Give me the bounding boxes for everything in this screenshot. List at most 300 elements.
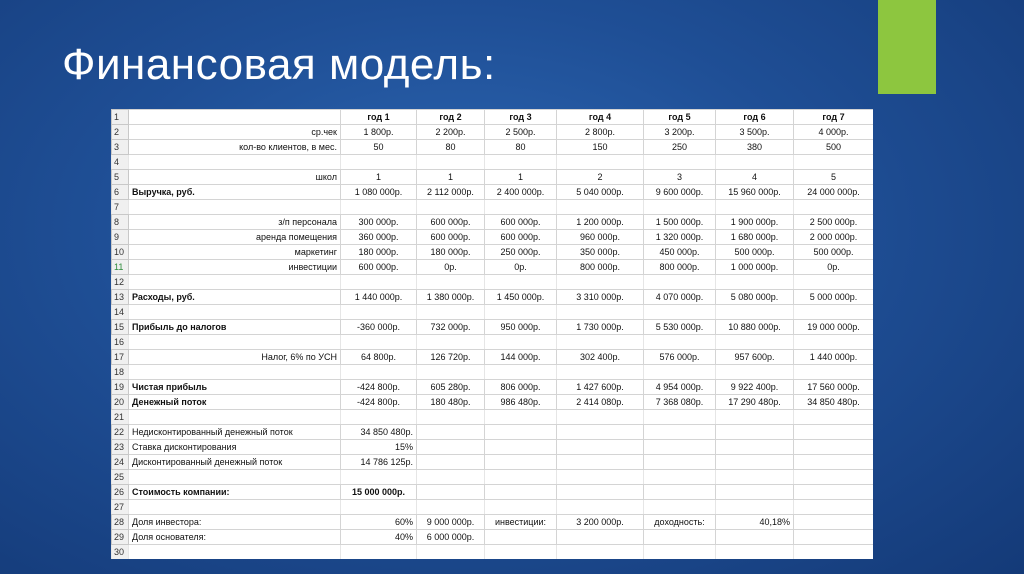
value-cell[interactable]: 300 000р.	[341, 215, 417, 230]
value-cell[interactable]: 4 954 000р.	[644, 380, 716, 395]
row-number[interactable]: 14	[112, 305, 129, 320]
value-cell[interactable]	[557, 545, 644, 560]
value-cell[interactable]: 5 000 000р.	[794, 290, 874, 305]
value-cell[interactable]: 1 680 000р.	[716, 230, 794, 245]
table-row	[112, 530, 874, 545]
value-cell[interactable]: 0р.	[485, 260, 557, 275]
value-cell[interactable]	[485, 200, 557, 215]
value-cell[interactable]: 957 600р.	[716, 350, 794, 365]
value-cell[interactable]: 64 800р.	[341, 350, 417, 365]
value-cell[interactable]	[341, 200, 417, 215]
table-row	[112, 455, 874, 470]
value-cell[interactable]: 350 000р.	[557, 245, 644, 260]
value-cell[interactable]	[485, 410, 557, 425]
value-cell[interactable]: 15 000 000р.	[341, 485, 417, 500]
table-row	[112, 470, 874, 485]
value-cell[interactable]	[485, 485, 557, 500]
value-cell[interactable]	[644, 545, 716, 560]
row-label[interactable]: маркетинг	[129, 245, 341, 260]
value-cell[interactable]: 180 000р.	[341, 245, 417, 260]
value-cell[interactable]: 9 600 000р.	[644, 185, 716, 200]
value-cell[interactable]: 24 000 000р.	[794, 185, 874, 200]
value-cell[interactable]: 732 000р.	[417, 320, 485, 335]
row-label[interactable]: Дисконтированный денежный поток	[129, 455, 341, 470]
value-cell[interactable]	[557, 440, 644, 455]
value-cell[interactable]: 3 200р.	[644, 125, 716, 140]
value-cell[interactable]	[644, 275, 716, 290]
table-row	[112, 260, 874, 275]
year-header[interactable]: год 1	[341, 110, 417, 125]
value-cell[interactable]: 14 786 125р.	[341, 455, 417, 470]
row-number[interactable]: 9	[112, 230, 129, 245]
value-cell[interactable]	[644, 200, 716, 215]
value-cell[interactable]	[417, 470, 485, 485]
value-cell[interactable]: 380	[716, 140, 794, 155]
value-cell[interactable]	[794, 200, 874, 215]
value-cell[interactable]: 80	[417, 140, 485, 155]
row-number[interactable]: 6	[112, 185, 129, 200]
row-number[interactable]: 18	[112, 365, 129, 380]
row-number[interactable]: 15	[112, 320, 129, 335]
value-cell[interactable]	[485, 305, 557, 320]
row-number[interactable]: 13	[112, 290, 129, 305]
value-cell[interactable]: 4	[716, 170, 794, 185]
value-cell[interactable]	[557, 155, 644, 170]
value-cell[interactable]: 5 040 000р.	[557, 185, 644, 200]
row-label[interactable]: Прибыль до налогов	[129, 320, 341, 335]
row-label[interactable]: инвестиции	[129, 260, 341, 275]
row-label[interactable]	[129, 410, 341, 425]
value-cell[interactable]	[716, 155, 794, 170]
value-cell[interactable]	[341, 500, 417, 515]
value-cell[interactable]: 600 000р.	[485, 215, 557, 230]
value-cell[interactable]	[417, 155, 485, 170]
row-label[interactable]	[129, 470, 341, 485]
value-cell[interactable]: 40%	[341, 530, 417, 545]
value-cell[interactable]	[557, 455, 644, 470]
value-cell[interactable]: 34 850 480р.	[794, 395, 874, 410]
value-cell[interactable]: 600 000р.	[341, 260, 417, 275]
row-number[interactable]: 29	[112, 530, 129, 545]
row-number[interactable]: 30	[112, 545, 129, 560]
value-cell[interactable]: 180 480р.	[417, 395, 485, 410]
value-cell[interactable]: 1	[341, 170, 417, 185]
value-cell[interactable]	[716, 455, 794, 470]
value-cell[interactable]: 15%	[341, 440, 417, 455]
row-label[interactable]	[129, 335, 341, 350]
value-cell[interactable]	[557, 275, 644, 290]
table-row	[112, 170, 874, 185]
row-label[interactable]: Стоимость компании:	[129, 485, 341, 500]
value-cell[interactable]: 2 200р.	[417, 125, 485, 140]
value-cell[interactable]: 4 000р.	[794, 125, 874, 140]
row-label[interactable]	[129, 305, 341, 320]
value-cell[interactable]	[716, 365, 794, 380]
value-cell[interactable]: 605 280р.	[417, 380, 485, 395]
value-cell[interactable]: 250	[644, 140, 716, 155]
accent-bar	[878, 0, 936, 94]
value-cell[interactable]: 0р.	[794, 260, 874, 275]
value-cell[interactable]	[417, 455, 485, 470]
value-cell[interactable]: 0р.	[417, 260, 485, 275]
value-cell[interactable]	[557, 305, 644, 320]
value-cell[interactable]: 576 000р.	[644, 350, 716, 365]
value-cell[interactable]: 800 000р.	[557, 260, 644, 275]
value-cell[interactable]	[417, 500, 485, 515]
value-cell[interactable]: 500 000р.	[794, 245, 874, 260]
value-cell[interactable]: 144 000р.	[485, 350, 557, 365]
row-number[interactable]: 3	[112, 140, 129, 155]
value-cell[interactable]	[485, 275, 557, 290]
value-cell[interactable]	[716, 335, 794, 350]
row-number[interactable]: 1	[112, 110, 129, 125]
value-cell[interactable]	[485, 335, 557, 350]
value-cell[interactable]: 150	[557, 140, 644, 155]
value-cell[interactable]: инвестиции:	[485, 515, 557, 530]
value-cell[interactable]: 2 500р.	[485, 125, 557, 140]
value-cell[interactable]	[716, 305, 794, 320]
value-cell[interactable]: 2 112 000р.	[417, 185, 485, 200]
value-cell[interactable]: 2 414 080р.	[557, 395, 644, 410]
row-number[interactable]: 26	[112, 485, 129, 500]
value-cell[interactable]	[341, 365, 417, 380]
value-cell[interactable]	[341, 275, 417, 290]
value-cell[interactable]: 2 000 000р.	[794, 230, 874, 245]
value-cell[interactable]	[794, 470, 874, 485]
value-cell[interactable]: 600 000р.	[417, 230, 485, 245]
value-cell[interactable]	[557, 530, 644, 545]
table-row	[112, 185, 874, 200]
value-cell[interactable]: 5 530 000р.	[644, 320, 716, 335]
row-number[interactable]: 7	[112, 200, 129, 215]
value-cell[interactable]	[716, 440, 794, 455]
row-label[interactable]: Расходы, руб.	[129, 290, 341, 305]
value-cell[interactable]	[341, 470, 417, 485]
value-cell[interactable]: 10 880 000р.	[716, 320, 794, 335]
table-row	[112, 485, 874, 500]
value-cell[interactable]	[557, 470, 644, 485]
row-number[interactable]: 10	[112, 245, 129, 260]
value-cell[interactable]: 950 000р.	[485, 320, 557, 335]
financial-model-table	[111, 109, 873, 559]
table-row	[112, 140, 874, 155]
row-label[interactable]	[129, 275, 341, 290]
row-number[interactable]: 16	[112, 335, 129, 350]
spreadsheet	[111, 109, 873, 559]
value-cell[interactable]	[644, 485, 716, 500]
row-label[interactable]	[129, 500, 341, 515]
table-row	[112, 245, 874, 260]
value-cell[interactable]	[794, 425, 874, 440]
row-number[interactable]: 28	[112, 515, 129, 530]
row-label[interactable]	[129, 200, 341, 215]
table-row	[112, 425, 874, 440]
value-cell[interactable]	[417, 335, 485, 350]
value-cell[interactable]: 1 450 000р.	[485, 290, 557, 305]
value-cell[interactable]	[794, 455, 874, 470]
value-cell[interactable]	[644, 410, 716, 425]
value-cell[interactable]	[644, 500, 716, 515]
year-header[interactable]: год 6	[716, 110, 794, 125]
value-cell[interactable]: 2 500 000р.	[794, 215, 874, 230]
sheet-body	[112, 110, 874, 560]
value-cell[interactable]	[716, 530, 794, 545]
value-cell[interactable]	[417, 305, 485, 320]
row-label[interactable]	[129, 545, 341, 560]
year-header[interactable]: год 5	[644, 110, 716, 125]
value-cell[interactable]	[557, 500, 644, 515]
value-cell[interactable]	[794, 155, 874, 170]
value-cell[interactable]: 80	[485, 140, 557, 155]
value-cell[interactable]	[794, 440, 874, 455]
table-row	[112, 305, 874, 320]
value-cell[interactable]: 250 000р.	[485, 245, 557, 260]
value-cell[interactable]	[644, 530, 716, 545]
row-label[interactable]: Чистая прибыль	[129, 380, 341, 395]
value-cell[interactable]	[417, 425, 485, 440]
row-label[interactable]: Доля основателя:	[129, 530, 341, 545]
table-row	[112, 155, 874, 170]
value-cell[interactable]: 800 000р.	[644, 260, 716, 275]
row-label[interactable]: ср.чек	[129, 125, 341, 140]
value-cell[interactable]: 806 000р.	[485, 380, 557, 395]
value-cell[interactable]	[716, 485, 794, 500]
value-cell[interactable]: 360 000р.	[341, 230, 417, 245]
value-cell[interactable]: 1 320 000р.	[644, 230, 716, 245]
value-cell[interactable]: доходность:	[644, 515, 716, 530]
value-cell[interactable]	[557, 200, 644, 215]
header-row	[112, 110, 874, 125]
value-cell[interactable]	[417, 200, 485, 215]
value-cell[interactable]	[644, 470, 716, 485]
value-cell[interactable]	[485, 425, 557, 440]
value-cell[interactable]	[716, 275, 794, 290]
row-label[interactable]	[129, 365, 341, 380]
value-cell[interactable]: 40,18%	[716, 515, 794, 530]
row-number[interactable]: 5	[112, 170, 129, 185]
row-label[interactable]: аренда помещения	[129, 230, 341, 245]
value-cell[interactable]	[341, 410, 417, 425]
value-cell[interactable]	[417, 275, 485, 290]
value-cell[interactable]: 9 000 000р.	[417, 515, 485, 530]
value-cell[interactable]: 1 427 600р.	[557, 380, 644, 395]
value-cell[interactable]: 9 922 400р.	[716, 380, 794, 395]
value-cell[interactable]	[794, 410, 874, 425]
value-cell[interactable]	[341, 155, 417, 170]
value-cell[interactable]	[485, 365, 557, 380]
value-cell[interactable]	[341, 335, 417, 350]
value-cell[interactable]: 3 500р.	[716, 125, 794, 140]
table-row	[112, 230, 874, 245]
year-header[interactable]: год 2	[417, 110, 485, 125]
table-row	[112, 335, 874, 350]
value-cell[interactable]	[644, 365, 716, 380]
row-label[interactable]: Доля инвестора:	[129, 515, 341, 530]
value-cell[interactable]	[485, 155, 557, 170]
row-number[interactable]: 20	[112, 395, 129, 410]
value-cell[interactable]	[716, 410, 794, 425]
value-cell[interactable]	[794, 365, 874, 380]
row-number[interactable]: 11	[112, 260, 129, 275]
value-cell[interactable]: 1 440 000р.	[794, 350, 874, 365]
row-number[interactable]: 27	[112, 500, 129, 515]
cell[interactable]	[129, 110, 341, 125]
value-cell[interactable]	[557, 365, 644, 380]
value-cell[interactable]	[716, 425, 794, 440]
value-cell[interactable]	[644, 155, 716, 170]
value-cell[interactable]: 1 440 000р.	[341, 290, 417, 305]
value-cell[interactable]	[794, 545, 874, 560]
value-cell[interactable]: 302 400р.	[557, 350, 644, 365]
value-cell[interactable]: 2 800р.	[557, 125, 644, 140]
value-cell[interactable]: 986 480р.	[485, 395, 557, 410]
value-cell[interactable]	[417, 410, 485, 425]
value-cell[interactable]	[557, 485, 644, 500]
value-cell[interactable]: 600 000р.	[485, 230, 557, 245]
value-cell[interactable]: 1	[417, 170, 485, 185]
value-cell[interactable]	[417, 545, 485, 560]
value-cell[interactable]	[485, 530, 557, 545]
value-cell[interactable]	[341, 305, 417, 320]
value-cell[interactable]: -424 800р.	[341, 380, 417, 395]
value-cell[interactable]	[716, 200, 794, 215]
value-cell[interactable]	[557, 410, 644, 425]
row-label[interactable]: Денежный поток	[129, 395, 341, 410]
value-cell[interactable]: 5 080 000р.	[716, 290, 794, 305]
value-cell[interactable]: 19 000 000р.	[794, 320, 874, 335]
value-cell[interactable]	[341, 545, 417, 560]
table-row	[112, 380, 874, 395]
value-cell[interactable]: 1 900 000р.	[716, 215, 794, 230]
value-cell[interactable]: 126 720р.	[417, 350, 485, 365]
table-row	[112, 350, 874, 365]
value-cell[interactable]	[794, 500, 874, 515]
value-cell[interactable]: 34 850 480р.	[341, 425, 417, 440]
row-label[interactable]	[129, 155, 341, 170]
row-label[interactable]: з/п персонала	[129, 215, 341, 230]
value-cell[interactable]	[644, 455, 716, 470]
row-label[interactable]: Недисконтированный денежный поток	[129, 425, 341, 440]
value-cell[interactable]: 1 000 000р.	[716, 260, 794, 275]
value-cell[interactable]	[794, 485, 874, 500]
value-cell[interactable]	[485, 500, 557, 515]
value-cell[interactable]: 500 000р.	[716, 245, 794, 260]
table-row	[112, 215, 874, 230]
value-cell[interactable]: 1 080 000р.	[341, 185, 417, 200]
value-cell[interactable]: 7 368 080р.	[644, 395, 716, 410]
table-row	[112, 290, 874, 305]
table-row	[112, 275, 874, 290]
value-cell[interactable]: -424 800р.	[341, 395, 417, 410]
table-row	[112, 365, 874, 380]
value-cell[interactable]	[794, 305, 874, 320]
table-row	[112, 320, 874, 335]
row-number[interactable]: 21	[112, 410, 129, 425]
value-cell[interactable]: 960 000р.	[557, 230, 644, 245]
value-cell[interactable]	[794, 515, 874, 530]
value-cell[interactable]: 17 560 000р.	[794, 380, 874, 395]
value-cell[interactable]	[417, 440, 485, 455]
table-row	[112, 125, 874, 140]
row-label[interactable]: школ	[129, 170, 341, 185]
value-cell[interactable]: 2	[557, 170, 644, 185]
row-number[interactable]: 24	[112, 455, 129, 470]
row-number[interactable]: 8	[112, 215, 129, 230]
value-cell[interactable]: 60%	[341, 515, 417, 530]
value-cell[interactable]	[557, 335, 644, 350]
value-cell[interactable]	[644, 425, 716, 440]
value-cell[interactable]: 1 200 000р.	[557, 215, 644, 230]
value-cell[interactable]: 6 000 000р.	[417, 530, 485, 545]
table-row	[112, 500, 874, 515]
value-cell[interactable]: 15 960 000р.	[716, 185, 794, 200]
value-cell[interactable]: 4 070 000р.	[644, 290, 716, 305]
row-label[interactable]: кол-во клиентов, в мес.	[129, 140, 341, 155]
row-number[interactable]: 4	[112, 155, 129, 170]
year-header[interactable]: год 4	[557, 110, 644, 125]
value-cell[interactable]	[485, 470, 557, 485]
value-cell[interactable]	[794, 335, 874, 350]
year-header[interactable]: год 3	[485, 110, 557, 125]
value-cell[interactable]: 2 400 000р.	[485, 185, 557, 200]
value-cell[interactable]: 1	[485, 170, 557, 185]
row-number[interactable]: 25	[112, 470, 129, 485]
row-label[interactable]: Налог, 6% по УСН	[129, 350, 341, 365]
row-label[interactable]: Выручка, руб.	[129, 185, 341, 200]
value-cell[interactable]: 5	[794, 170, 874, 185]
value-cell[interactable]	[557, 425, 644, 440]
value-cell[interactable]: 180 000р.	[417, 245, 485, 260]
row-label[interactable]: Ставка дисконтирования	[129, 440, 341, 455]
row-number[interactable]: 22	[112, 425, 129, 440]
value-cell[interactable]	[485, 455, 557, 470]
value-cell[interactable]: 500	[794, 140, 874, 155]
slide-title: Финансовая модель:	[62, 40, 496, 89]
value-cell[interactable]: 3 310 000р.	[557, 290, 644, 305]
value-cell[interactable]: 450 000р.	[644, 245, 716, 260]
row-number[interactable]: 23	[112, 440, 129, 455]
value-cell[interactable]: 1 800р.	[341, 125, 417, 140]
value-cell[interactable]	[716, 470, 794, 485]
value-cell[interactable]: 600 000р.	[417, 215, 485, 230]
year-header[interactable]: год 7	[794, 110, 874, 125]
value-cell[interactable]	[794, 275, 874, 290]
row-number[interactable]: 19	[112, 380, 129, 395]
value-cell[interactable]	[485, 440, 557, 455]
value-cell[interactable]: 50	[341, 140, 417, 155]
table-row	[112, 440, 874, 455]
value-cell[interactable]: 1 500 000р.	[644, 215, 716, 230]
value-cell[interactable]	[485, 545, 557, 560]
value-cell[interactable]: 3	[644, 170, 716, 185]
value-cell[interactable]	[417, 365, 485, 380]
value-cell[interactable]	[716, 545, 794, 560]
value-cell[interactable]	[794, 530, 874, 545]
value-cell[interactable]: 3 200 000р.	[557, 515, 644, 530]
value-cell[interactable]	[417, 485, 485, 500]
value-cell[interactable]	[644, 305, 716, 320]
value-cell[interactable]	[644, 440, 716, 455]
value-cell[interactable]	[644, 335, 716, 350]
row-number[interactable]: 17	[112, 350, 129, 365]
value-cell[interactable]: 1 730 000р.	[557, 320, 644, 335]
value-cell[interactable]: 17 290 480р.	[716, 395, 794, 410]
row-number[interactable]: 12	[112, 275, 129, 290]
row-number[interactable]: 2	[112, 125, 129, 140]
value-cell[interactable]: -360 000р.	[341, 320, 417, 335]
value-cell[interactable]: 1 380 000р.	[417, 290, 485, 305]
value-cell[interactable]	[716, 500, 794, 515]
